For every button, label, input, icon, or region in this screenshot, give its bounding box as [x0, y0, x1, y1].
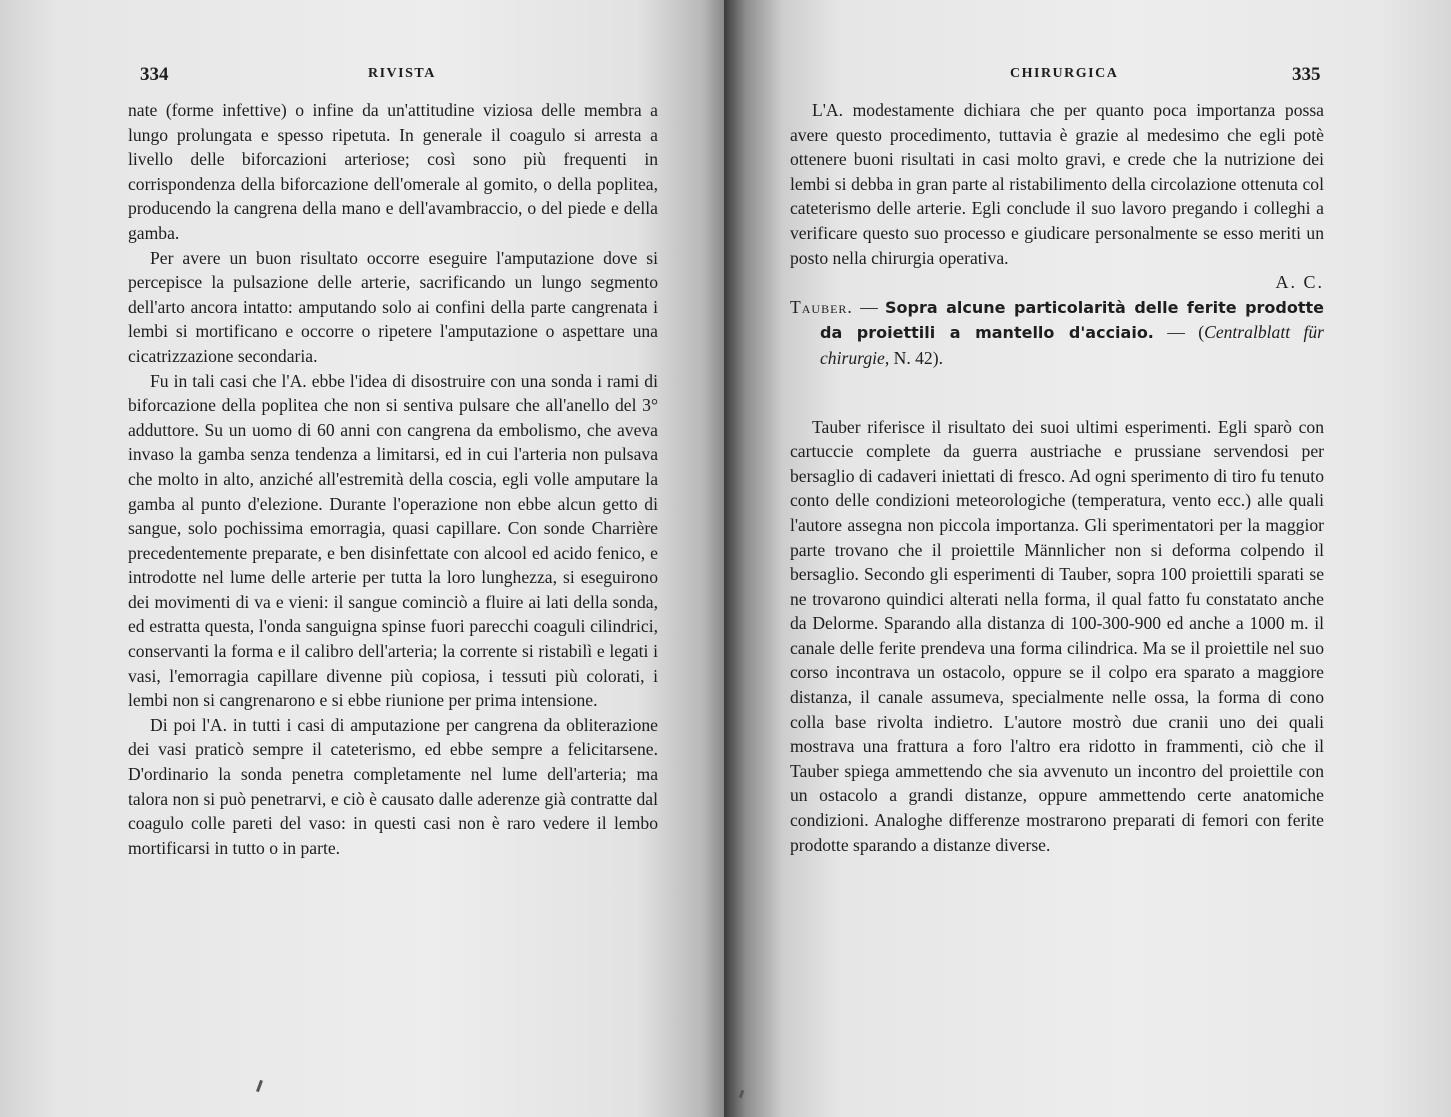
signature: A. C. [1275, 272, 1324, 293]
paragraph: L'A. modestamente dichiara che per quanto poca importanza possa avere questo procedimento, tuttavia è grazie al medesimo che egli potè ottenere buoni risultati in casi molto gravi, e crede che la nutrizione dei lembi si debba in gran parte al ristabilimento della circolazione ottenuta col cateterismo delle arterie. Egli conclude il suo lavoro pregando i colleghi a verificare questo suo processo e giudicare personalmente se esso meriti un posto nella chirurgia operativa. [790, 100, 1324, 268]
paragraph: nate (forme infettive) o infine da un'attitudine viziosa delle membra a lungo prolungata e spesso ripetuta. In generale il coagulo si arresta a livello delle biforcazioni arteriose; così sono più frequenti in corrispondenza della biforcazione dell'omerale al gomito, o della poplitea, producendo la cangrena della mano e dell'avambraccio, o del piede e della gamba. [128, 100, 658, 243]
left-page [0, 0, 724, 1117]
article-source-journal: Centralblatt für chirurgie [820, 322, 1324, 368]
right-page [724, 0, 1451, 1117]
left-running-head: RIVISTA [368, 66, 436, 81]
article-dash: — [852, 296, 886, 317]
article-heading [790, 295, 1324, 371]
right-running-head: CHIRURGICA [1010, 66, 1119, 81]
ink-speck [739, 1090, 745, 1099]
article-author: Tauber. [790, 296, 853, 317]
left-page-number: 334 [140, 64, 169, 85]
article-dash: — [1153, 322, 1199, 343]
right-text-column [790, 98, 1324, 857]
paragraph: Per avere un buon risultato occorre eseguire l'amputazione dove si percepisce la pulsazione delle arterie, sacrificando un lungo segmento dell'arto ancora intatto: amputando solo ai confini della parte cangrenata i lembi si mortificano e occorre o ripetere l'amputazione o aspettare una cicatrizzazione secondaria. [128, 247, 658, 366]
paragraph: Di poi l'A. in tutti i casi di amputazione per cangrena da obliterazione dei vasi praticò sempre il cateterismo, ed ebbe sempre a felicitarsene. D'ordinario la sonda penetra completamente nel lume dell'arteria; ma talora non si può penetrarvi, e ciò è causato dalle aderenze già contratte dal coagulo colle pareti del vaso: in questi casi non è raro vedere il lembo mortificarsi in tutto o in parte. [128, 714, 658, 858]
paragraph: Fu in tali casi che l'A. ebbe l'idea di disostruire con una sonda i rami di biforcazione della poplitea che non si sentiva pulsare che all'anello del 3° adduttore. Su un uomo di 60 anni con cangrena da embolismo, che aveva invaso la gamba senza tendenza a limitarsi, ed in cui l'arteria non pulsava che molto in alto, anziché all'estremità della coscia, egli volle amputare la gamba al punto d'elezione. Durante l'operazione non ebbe alcun getto di sangue, solo pochissima emorragia, quasi capillare. Con sonde Charrière precedentemente preparate, e ben disinfettate con alcool ed acido fenico, e introdotte nel lume delle arterie per tutta la loro lunghezza, si eseguirono dei movimenti di va e vieni: il sangue cominciò a fluire ai lati della sonda, ed estratta questa, l'onda sanguigna spinse fuori parecchi coaguli cilindrici, conservanti la forma e il calibro dell'arteria; la corrente si ristabilì e legati i vasi, l'emorragia capillare divenne più copiosa, i tessuti più colorati, i lembi non si cangrenarono e si ebbe riunione per prima intensione. [128, 370, 658, 711]
article-source-open: ( [1198, 322, 1205, 343]
paragraph: Tauber riferisce il risultato dei suoi ultimi esperimenti. Egli sparò con cartuccie complete da guerra austriache e prussiane servendosi per bersaglio di cadaveri iniettati di fresco. Ad ogni sperimento di tiro fu tenuto conto delle condizioni meteorologiche (temperatura, vento ecc.) alle quali l'autore assegna non piccola importanza. Gli sperimentatori per la maggior parte trovano che il proiettile Männlicher non si deforma colpendo il bersaglio. Secondo gli esperimenti di Tauber, sopra 100 proiettili sparati se ne trovarono quindici alterati nella forma, il qual fatto fu constatato anche da Delorme. Sparando alla distanza di 100-300-900 ed anche a 1000 m. il canale delle ferite prendeva una forma cilindrica. Ma se il proiettile nel suo corso incontrava un ostacolo, oppure se il colpo era sparato a maggiore distanza, il canale assumeva, specialmente nelle ossa, la forma di cono colla base rivolta indietro. L'autore mostrò due cranii uno dei quali mostrava una frattura a foro l'altro era ridotto in frammenti, ciò che il Tauber spiega ammettendo che sia avvenuto un incontro del proiettile con un ostacolo a grandi distanze, oppure ammettendo certe anatomiche condizioni. Analoghe differenze mostrarono preparati di femori con ferite prodotte sparando a distanze diverse. [790, 416, 1324, 855]
left-text-column [128, 98, 658, 860]
ink-speck [256, 1080, 263, 1092]
article-source-rest: , N. 42). [884, 347, 943, 368]
article-title: Sopra alcune particolarità delle ferite prodotte da proiettili a mantello d'acciaio. [820, 297, 1325, 343]
right-page-number: 335 [1292, 64, 1321, 85]
